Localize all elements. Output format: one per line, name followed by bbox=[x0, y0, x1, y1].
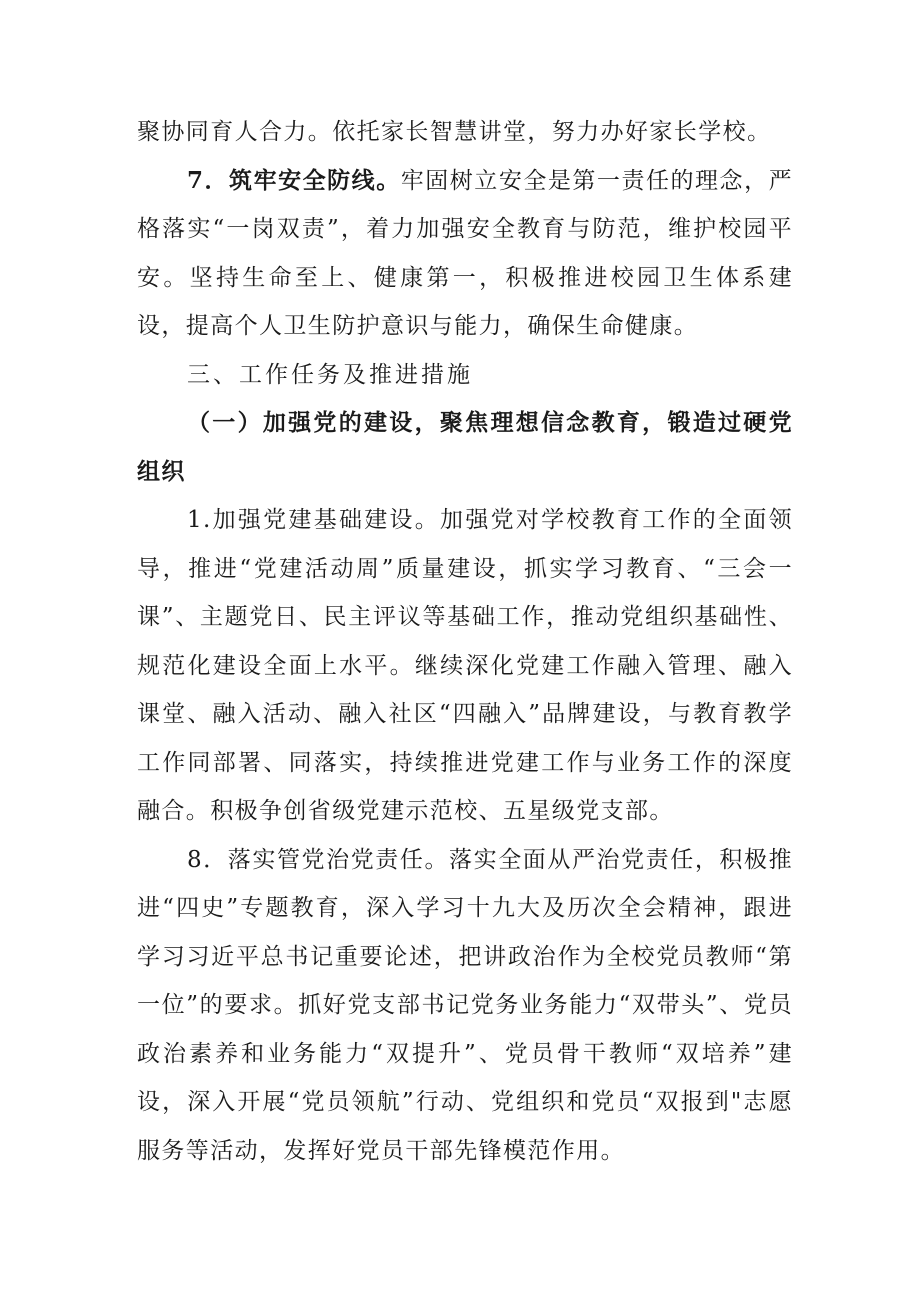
paragraph-safety bbox=[137, 157, 793, 351]
paragraph-safety-lead: 7．筑牢安全防线。 bbox=[187, 166, 401, 194]
section-heading: 三、工作任务及推进措施 bbox=[187, 361, 473, 388]
paragraph-safety-body: 牢固树立安全是第一责任的理念，严格落实“一岗双责”，着力加强安全教育与防范，维护校园平安。坚持生命至上、健康第一，积极推进校园卫生体系建设，提高个人卫生防护意识与能力，确保生命健康。 bbox=[137, 167, 793, 339]
paragraph-party-responsibility: 8．落实管党治党责任。落实全面从严治党责任，积极推进“四史”专题教育，深入学习十九大及历次全会精神，跟进学习习近平总书记重要论述，把讲政治作为全校党员教师“第一位”的要求。抓好党支部书记党务业务能力“双带头”、党员政治素养和业务能力“双提升”、党员骨干教师“双培养”建设，深入开展“党员领航”行动、党组织和党员“双报到"志愿服务等活动，发挥好党员干部先锋模范作用。 bbox=[137, 846, 793, 1164]
subsection-heading: （一）加强党的建设，聚焦理想信念教育，锻造过硬党组织 bbox=[137, 409, 793, 485]
paragraph-party-foundation: 1.加强党建基础建设。加强党对学校教育工作的全面领导，推进“党建活动周”质量建设，抓实学习教育、“三会一课”、主题党日、民主评议等基础工作，推动党组织基础性、规范化建设全面上水平。继续深化党建工作融入管理、融入课堂、融入活动、融入社区“四融入”品牌建设，与教育教学工作同部署、同落实，持续推进党建工作与业务工作的深度融合。积极争创省级党建示范校、五星级党支部。 bbox=[137, 507, 793, 824]
document-body bbox=[137, 108, 793, 1175]
paragraph-continuation: 聚协同育人合力。依托家长智慧讲堂，努力办好家长学校。 bbox=[137, 119, 772, 145]
